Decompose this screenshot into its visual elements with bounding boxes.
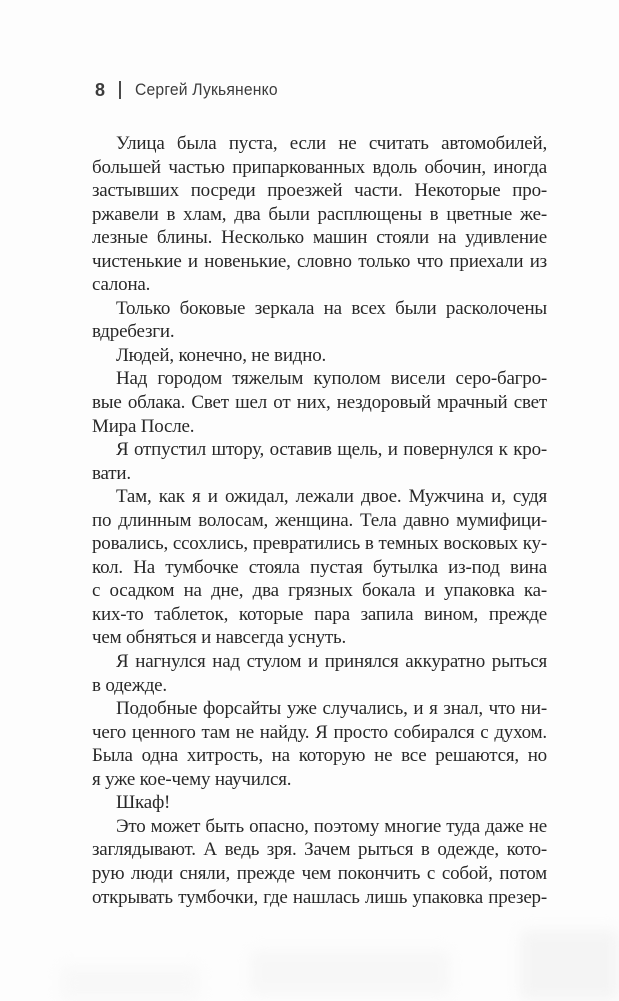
text-line: по длинным волосам, женщина. Тела давно мумифици- (92, 509, 547, 531)
paper-showthrough-blob (250, 950, 450, 995)
text-line: Шкаф! (116, 792, 171, 814)
paper-showthrough-blob (60, 965, 200, 1001)
paragraph (92, 650, 547, 697)
page-number: 8 (95, 79, 106, 100)
text-line: ржавели в хлам, два были расплющены в цветные же- (92, 203, 547, 225)
text-line: рую люди сняли, прежде чем покончить с собой, потом (92, 862, 547, 884)
paper-showthrough-blob (520, 930, 619, 1000)
text-line: открывать тумбочки, где нашлась лишь упаковка презер- (92, 886, 547, 908)
text-line: вые облака. Свет шел от них, нездоровый мрачный свет (92, 392, 547, 414)
paragraph (92, 815, 547, 909)
header-divider (119, 81, 121, 99)
text-line: ких-то таблеток, которые пара запила вином, прежде (92, 603, 547, 625)
text-line: заглядывают. А ведь зря. Зачем рыться в одежде, кото- (92, 839, 547, 861)
text-line: Над городом тяжелым куполом висели серо-багро- (116, 368, 547, 390)
text-line: Это может быть опасно, поэтому многие туда даже не (116, 815, 547, 837)
paragraph (92, 697, 547, 791)
paragraph (92, 367, 547, 438)
paragraph (92, 344, 547, 368)
text-line: вати. (92, 462, 131, 484)
text-line: Подобные форсайты уже случались, и я знал, что ни- (116, 698, 547, 720)
text-line: чистенькие и новенькие, словно только что приехали из (92, 250, 547, 272)
text-line: Была одна хитрость, на которую не все решаются, но (92, 745, 547, 767)
page-header (95, 80, 285, 100)
text-line: чего ценного там не найду. Я просто собирался с духом. (92, 721, 547, 743)
text-line: салона. (92, 274, 151, 296)
text-line: я уже кое-чему научился. (92, 768, 292, 790)
text-line: Там, как я и ожидал, лежали двое. Мужчина и, судя (116, 486, 547, 508)
text-line: Только боковые зеркала на всех были расколочены (116, 297, 547, 319)
text-line: Улица была пуста, если не считать автомобилей, (116, 133, 547, 154)
text-line: лезные блины. Несколько машин стояли на удивление (92, 227, 547, 249)
text-line: вдребезги. (92, 321, 175, 343)
paragraph (92, 438, 547, 485)
text-line: большей частью припаркованных вдоль обочин, иногда (92, 156, 547, 178)
paragraph (92, 791, 547, 815)
text-line: Я нагнулся над стулом и принялся аккуратно рыться (116, 651, 547, 673)
paragraph (92, 132, 547, 297)
text-line: застывших посреди проезжей части. Некоторые про- (92, 180, 547, 202)
text-line: Я отпустил штору, оставив щель, и повернулся к кро- (116, 439, 547, 461)
paragraph (92, 485, 547, 650)
text-line: с осадком на дне, два грязных бокала и упаковка ка- (92, 580, 547, 602)
running-author: Сергей Лукьяненко (135, 80, 278, 99)
page-body (92, 132, 547, 909)
text-line: в одежде. (92, 674, 167, 696)
text-line: чем обняться и навсегда уснуть. (92, 627, 347, 649)
text-line: Людей, конечно, не видно. (116, 344, 327, 366)
text-line: ровались, ссохлись, превратились в темных восковых ку- (92, 533, 547, 555)
paragraph (92, 297, 547, 344)
text-line: Мира После. (92, 415, 195, 437)
text-line: кол. На тумбочке стояла пустая бутылка из-под вина (92, 556, 547, 578)
